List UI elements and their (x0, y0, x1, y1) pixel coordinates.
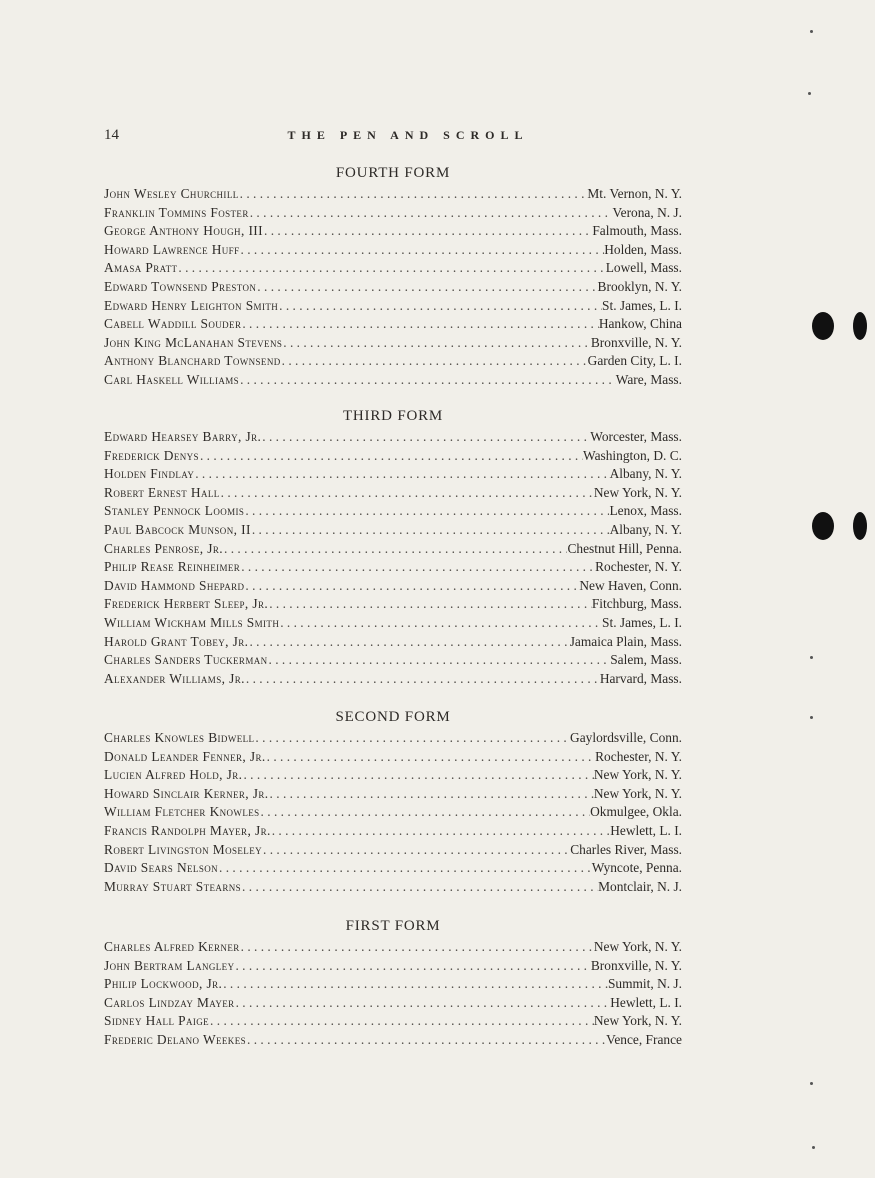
student-name: Philip Rease Reinheimer (104, 559, 241, 575)
hometown: Bronxville, N. Y. (590, 957, 682, 973)
student-name: Robert Ernest Hall (104, 484, 220, 500)
hometown: Wyncote, Penna. (591, 860, 682, 876)
hometown: Chestnut Hill, Penna. (567, 540, 682, 556)
student-name: Franklin Tommins Foster (104, 204, 249, 220)
student-name: Charles Knowles Bidwell (104, 730, 255, 745)
hometown: New York, N. Y. (593, 785, 682, 801)
hometown: Brooklyn, N. Y. (597, 278, 682, 294)
student-name: Murray Stuart Stearns (104, 878, 242, 894)
paper-speck (810, 1082, 813, 1085)
student-entry (104, 822, 682, 841)
hometown: Lenox, Mass. (609, 503, 682, 519)
student-entry (104, 204, 682, 223)
student-entry (104, 859, 682, 878)
hometown: St. James, L. I. (602, 614, 682, 630)
dot-leader (268, 595, 592, 614)
student-entry (104, 994, 682, 1013)
student-name: Philip Lockwood, Jr. (104, 976, 223, 992)
hometown: New York, N. Y. (593, 767, 682, 783)
hometown: Fitchburg, Mass. (591, 596, 682, 612)
hometown: Bronxville, N. Y. (590, 334, 682, 350)
third-form-section (104, 406, 682, 688)
fourth-form-section (104, 163, 682, 390)
student-name: Alexander Williams, Jr. (104, 670, 245, 686)
dot-leader (242, 766, 593, 785)
student-name: Frederick Herbert Sleep, Jr. (104, 596, 269, 612)
student-entry (104, 1012, 682, 1031)
student-entry (104, 334, 682, 353)
student-name: Donald Leander Fenner, Jr. (104, 748, 266, 764)
student-name: Charles Alfred Kerner (104, 939, 240, 954)
student-name: David Hammond Shepard (104, 577, 245, 593)
dot-leader (262, 841, 570, 860)
hometown: Worcester, Mass. (590, 429, 682, 444)
dot-leader (261, 428, 590, 447)
student-entry (104, 670, 682, 689)
dot-leader (240, 241, 605, 260)
student-entry (104, 447, 682, 466)
student-name: Harold Grant Tobey, Jr. (104, 633, 249, 649)
second-form-section (104, 707, 682, 896)
student-entry (104, 297, 682, 316)
hometown: Charles River, Mass. (570, 841, 682, 857)
paper-speck (810, 30, 813, 33)
student-entry (104, 278, 682, 297)
hometown: Verona, N. J. (612, 204, 682, 220)
dot-leader (244, 577, 579, 596)
paper-speck (808, 92, 811, 95)
hometown: New York, N. Y. (593, 939, 682, 954)
hometown: Montclair, N. J. (598, 878, 682, 894)
dot-leader (249, 204, 613, 223)
dot-leader (256, 278, 597, 297)
student-entry (104, 975, 682, 994)
student-entry (104, 841, 682, 860)
hometown: Salem, Mass. (610, 652, 682, 668)
student-entry (104, 748, 682, 767)
hometown: Summit, N. J. (607, 976, 682, 992)
hometown: Garden City, L. I. (587, 353, 682, 369)
student-entry (104, 803, 682, 822)
student-name: Stanley Pennock Loomis (104, 503, 245, 519)
dot-leader (234, 957, 590, 976)
dot-leader (194, 465, 609, 484)
student-entry (104, 785, 682, 804)
dot-leader (245, 670, 600, 689)
student-name: Paul Babcock Munson, II (104, 521, 251, 537)
student-name: John Wesley Churchill (104, 186, 239, 201)
student-name: Edward Hearsey Barry, Jr. (104, 429, 262, 444)
student-entry (104, 651, 682, 670)
dot-leader (209, 1012, 594, 1031)
dot-leader (223, 540, 567, 559)
student-name: Lucien Alfred Hold, Jr. (104, 767, 243, 783)
dot-leader (199, 447, 583, 466)
student-name: Holden Findlay (104, 466, 195, 482)
dot-leader (244, 502, 609, 521)
binder-hole (853, 312, 867, 340)
dot-leader (268, 651, 611, 670)
dot-leader (220, 484, 594, 503)
dot-leader (281, 352, 588, 371)
hometown: St. James, L. I. (602, 297, 682, 313)
dot-leader (279, 614, 602, 633)
form-heading: THIRD FORM (342, 408, 444, 424)
hometown: Ware, Mass. (615, 371, 682, 387)
journal-title: THE PEN AND SCROLL (287, 128, 529, 142)
binder-hole (812, 312, 834, 340)
form-heading: FOURTH FORM (335, 165, 451, 181)
student-name: Anthony Blanchard Townsend (104, 353, 281, 369)
student-name: Carl Haskell Williams (104, 371, 240, 387)
dot-leader (266, 748, 595, 767)
student-entry (104, 614, 682, 633)
dot-leader (251, 521, 610, 540)
student-entry (104, 465, 682, 484)
student-name: Sidney Hall Paige (104, 1013, 210, 1029)
student-name: Edward Townsend Preston (104, 278, 257, 294)
student-entry (104, 521, 682, 540)
paper-speck (810, 656, 813, 659)
running-head (104, 127, 682, 147)
student-entry (104, 957, 682, 976)
student-entry (104, 484, 682, 503)
student-entry (104, 241, 682, 260)
hometown: Albany, N. Y. (609, 466, 682, 482)
dot-leader (269, 785, 594, 804)
hometown: Jamaica Plain, Mass. (569, 633, 682, 649)
student-name: George Anthony Hough, III (104, 223, 264, 239)
hometown: Lowell, Mass. (605, 260, 682, 276)
hometown: Vence, France (606, 1031, 682, 1047)
student-name: Francis Randolph Mayer, Jr. (104, 822, 271, 838)
hometown: New Haven, Conn. (579, 577, 682, 593)
dot-leader (254, 729, 570, 748)
student-name: Frederic Delano Weekes (104, 1031, 247, 1047)
dot-leader (235, 994, 611, 1013)
student-name: Charles Sanders Tuckerman (104, 652, 268, 668)
student-entry (104, 502, 682, 521)
student-name: William Wickham Mills Smith (104, 614, 280, 630)
hometown: Okmulgee, Okla. (590, 804, 682, 820)
student-entry (104, 577, 682, 596)
student-entry (104, 878, 682, 897)
hometown: Albany, N. Y. (609, 521, 682, 537)
student-name: David Sears Nelson (104, 860, 219, 876)
hometown: Mt. Vernon, N. Y. (587, 186, 682, 201)
dot-leader (282, 334, 591, 353)
student-entry (104, 259, 682, 278)
first-form-section (104, 916, 682, 1050)
paper-speck (812, 1146, 815, 1149)
dot-leader (240, 558, 595, 577)
student-entry (104, 315, 682, 334)
dot-leader (239, 185, 588, 204)
hometown: Hewlett, L. I. (610, 822, 682, 838)
hometown: Holden, Mass. (604, 241, 682, 257)
dot-leader (222, 975, 608, 994)
student-entry (104, 1031, 682, 1050)
student-name: William Fletcher Knowles (104, 804, 260, 820)
binder-hole (853, 512, 867, 540)
student-name: John King McLanahan Stevens (104, 334, 283, 350)
dot-leader (248, 633, 569, 652)
student-entry (104, 595, 682, 614)
dot-leader (239, 371, 616, 390)
student-name: Robert Livingston Moseley (104, 841, 263, 857)
dot-leader (260, 803, 591, 822)
hometown: Gaylordsville, Conn. (570, 730, 682, 745)
student-name: John Bertram Langley (104, 957, 235, 973)
hometown: Washington, D. C. (583, 447, 682, 463)
hometown: Hankow, China (598, 316, 682, 332)
student-entry (104, 558, 682, 577)
student-entry (104, 222, 682, 241)
dot-leader (241, 878, 598, 897)
student-name: Howard Lawrence Huff (104, 241, 240, 257)
hometown: Hewlett, L. I. (610, 994, 682, 1010)
hometown: Falmouth, Mass. (592, 223, 682, 239)
student-name: Carlos Lindzay Mayer (104, 994, 235, 1010)
dot-leader (246, 1031, 606, 1050)
student-name: Amasa Pratt (104, 260, 178, 276)
hometown: New York, N. Y. (593, 1013, 682, 1029)
student-name: Cabell Waddill Souder (104, 316, 242, 332)
student-entry (104, 938, 682, 957)
student-entry (104, 185, 682, 204)
hometown: Rochester, N. Y. (595, 748, 682, 764)
student-entry (104, 633, 682, 652)
student-entry (104, 729, 682, 748)
dot-leader (218, 859, 592, 878)
form-heading: FIRST FORM (345, 918, 441, 934)
dot-leader (271, 822, 611, 841)
student-name: Edward Henry Leighton Smith (104, 297, 279, 313)
dot-leader (278, 297, 602, 316)
student-name: Frederick Denys (104, 447, 199, 463)
binder-hole (812, 512, 834, 540)
hometown: Harvard, Mass. (599, 670, 682, 686)
student-name: Charles Penrose, Jr. (104, 540, 223, 556)
form-heading: SECOND FORM (335, 709, 451, 725)
dot-leader (177, 259, 605, 278)
hometown: Rochester, N. Y. (595, 559, 682, 575)
student-entry (104, 352, 682, 371)
dot-leader (241, 315, 598, 334)
student-entry (104, 540, 682, 559)
student-entry (104, 371, 682, 390)
dot-leader (240, 938, 594, 957)
dot-leader (263, 222, 592, 241)
page-number: 14 (104, 127, 119, 143)
student-name: Howard Sinclair Kerner, Jr. (104, 785, 269, 801)
paper-speck (810, 716, 813, 719)
student-entry (104, 428, 682, 447)
student-entry (104, 766, 682, 785)
hometown: New York, N. Y. (593, 484, 682, 500)
